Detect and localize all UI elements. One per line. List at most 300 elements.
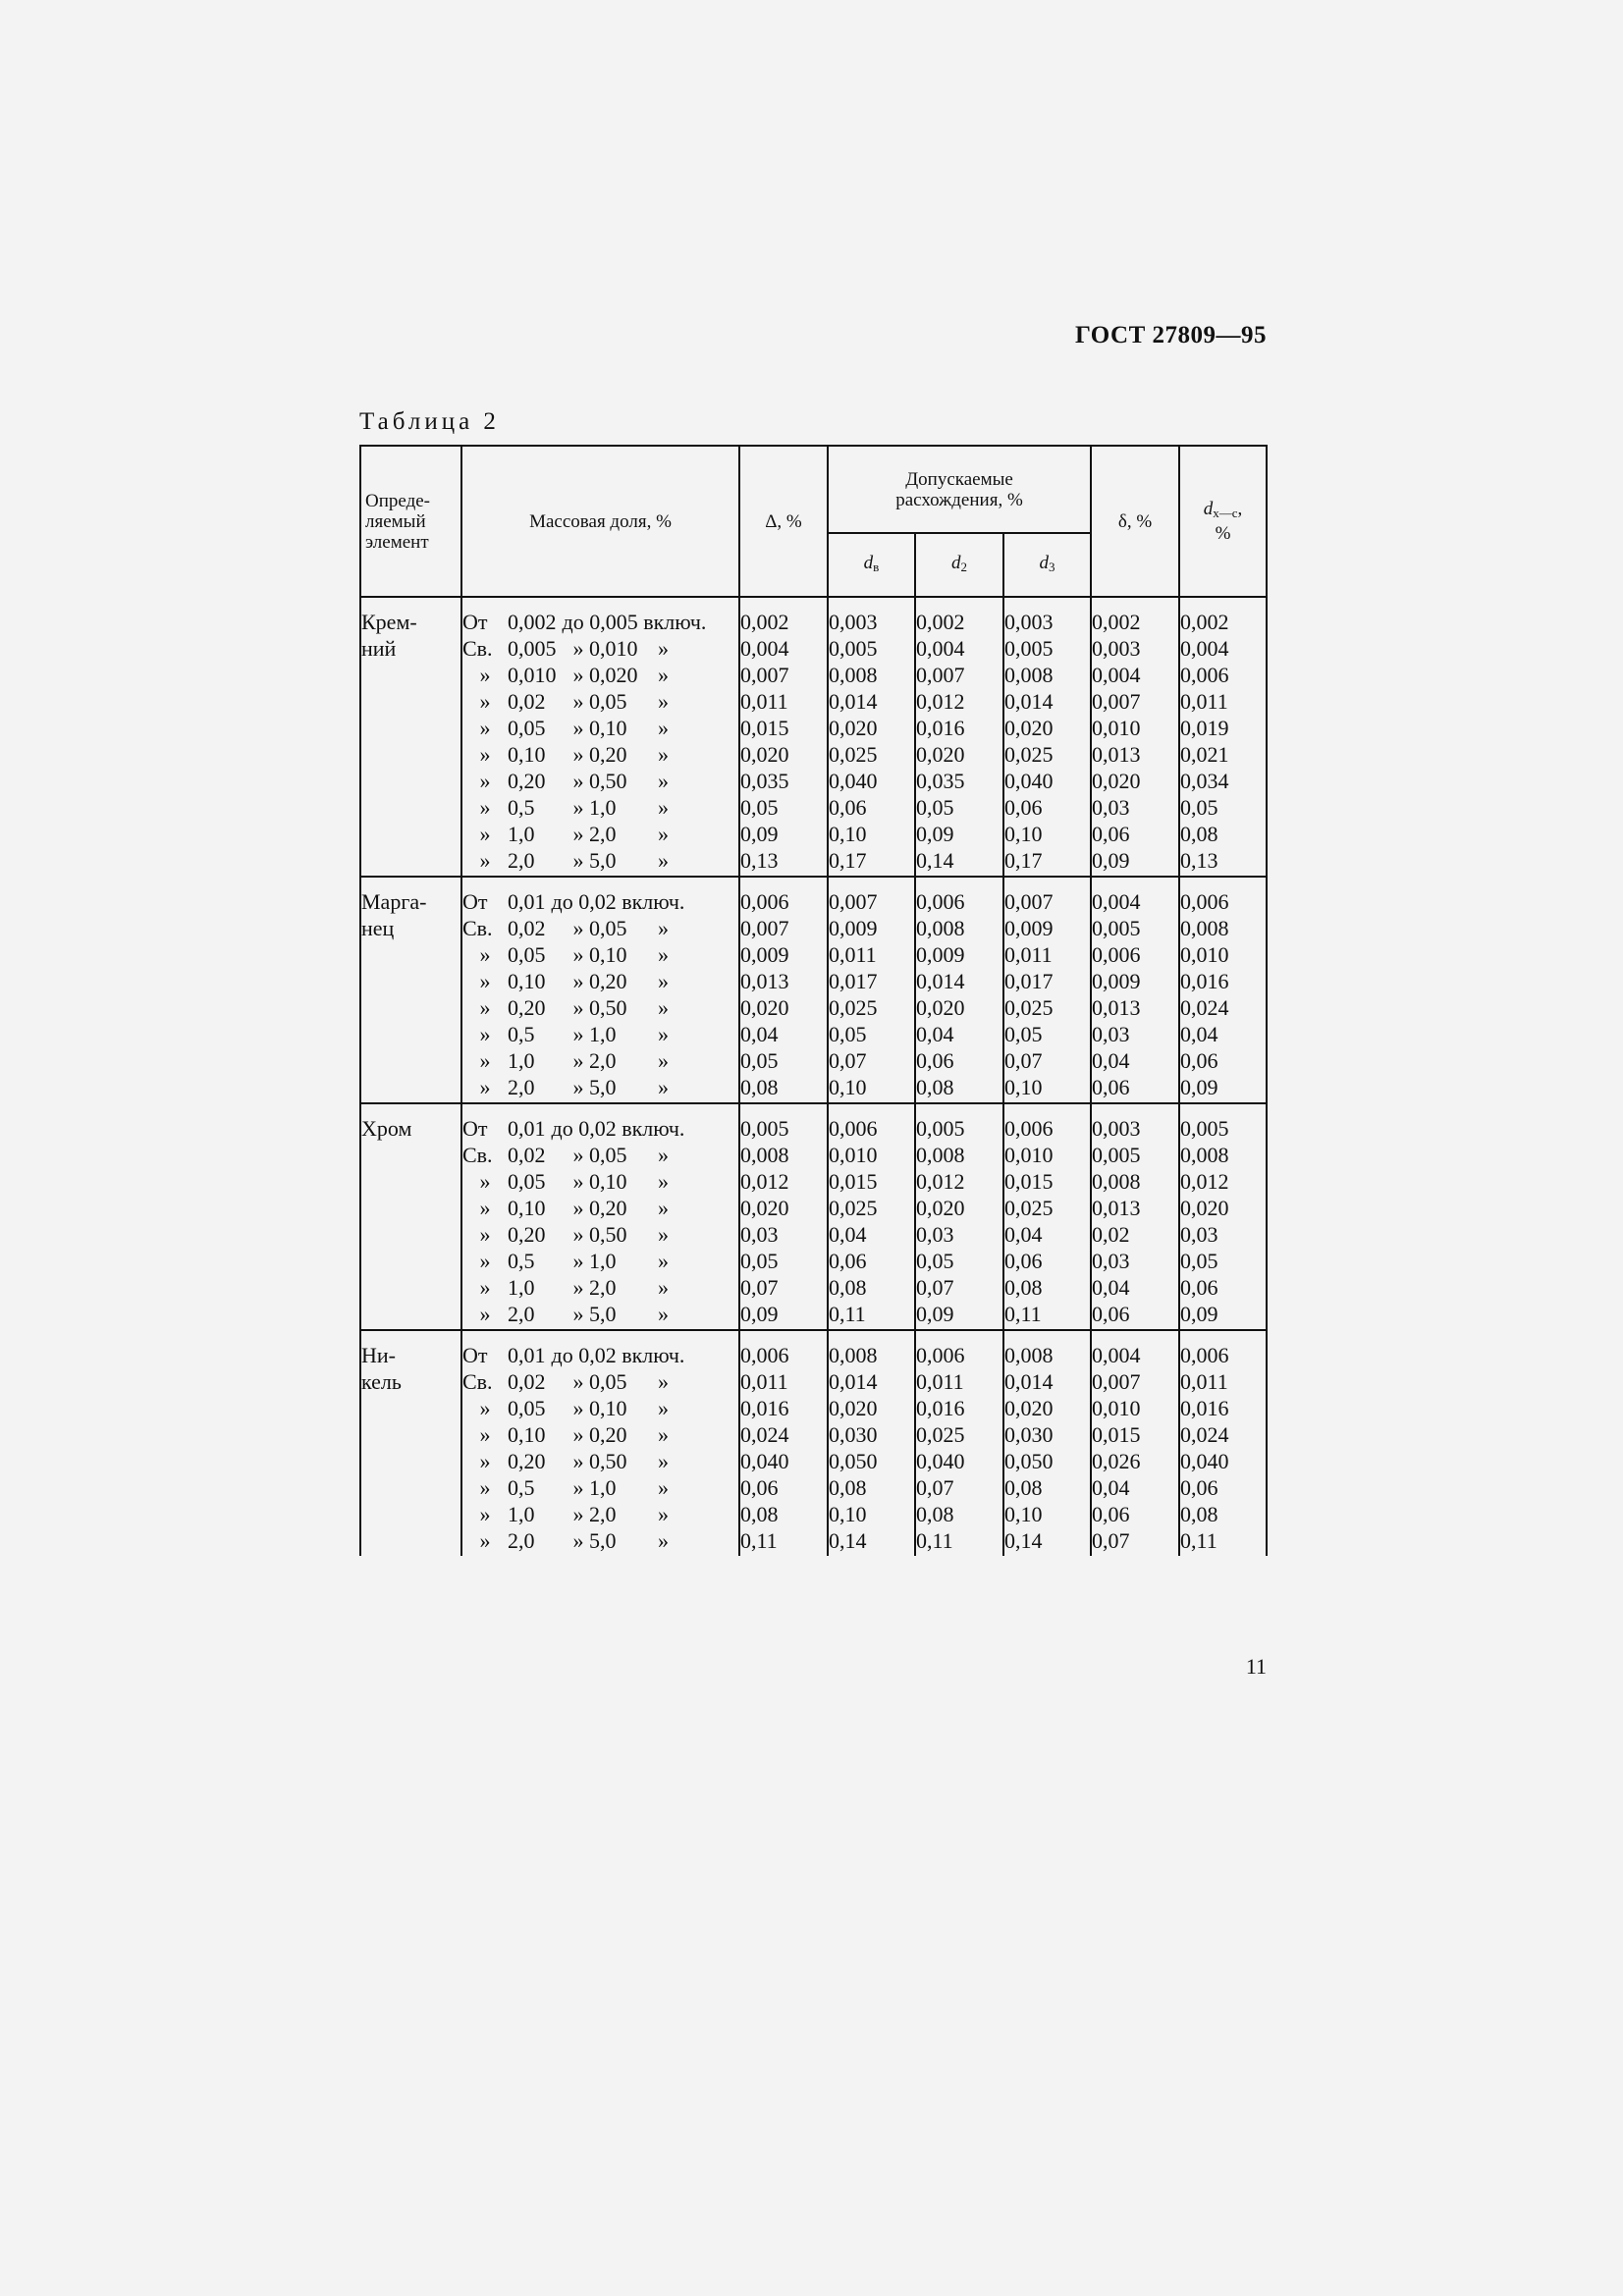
- value: 0,014: [829, 1369, 878, 1394]
- ditto-mark: »: [658, 1169, 669, 1194]
- ditto-mark: »: [658, 1222, 669, 1247]
- value: 0,025: [829, 1196, 878, 1220]
- small-delta-value-cell: [1091, 1330, 1179, 1556]
- value: 0,007: [1092, 1369, 1141, 1394]
- element-name-line: ний: [361, 636, 397, 661]
- value: 0,015: [1004, 1169, 1054, 1194]
- value: 0,06: [1004, 1249, 1043, 1273]
- range-from: 0,20: [508, 995, 546, 1020]
- value: 0,025: [1004, 995, 1054, 1020]
- value: 0,05: [1004, 1022, 1043, 1046]
- subscript: 2: [960, 560, 967, 574]
- value: 0,016: [740, 1396, 789, 1420]
- value: 0,006: [829, 1116, 878, 1141]
- value: 0,009: [740, 942, 789, 967]
- value: 0,17: [1004, 848, 1043, 873]
- value: 0,09: [740, 822, 779, 846]
- range-prefix: »: [479, 1528, 491, 1553]
- value: 0,006: [1092, 942, 1141, 967]
- value: 0,015: [1092, 1422, 1141, 1447]
- value: 0,06: [1092, 1502, 1130, 1526]
- range-line: [462, 1274, 738, 1301]
- header-d-3: [1003, 533, 1091, 597]
- value: 0,020: [829, 1396, 878, 1420]
- range-to: 0,20: [589, 969, 627, 993]
- range-prefix: »: [479, 1475, 491, 1500]
- ditto-mark: »: [658, 1422, 669, 1447]
- range-prefix: »: [479, 822, 491, 846]
- range-prefix: От: [462, 889, 488, 914]
- subscript: х—с: [1213, 506, 1238, 520]
- range-line: [462, 994, 738, 1021]
- value: 0,09: [1180, 1302, 1218, 1326]
- value: 0,003: [829, 610, 878, 634]
- range-line: [462, 662, 738, 688]
- ditto-mark: »: [572, 795, 584, 820]
- ditto-mark: »: [658, 1022, 669, 1046]
- value: 0,005: [916, 1116, 965, 1141]
- ditto-mark: »: [658, 1048, 669, 1073]
- ditto-mark: »: [658, 1396, 669, 1420]
- range-line: [462, 915, 738, 941]
- symbol-d: d: [1039, 553, 1049, 573]
- range-to: 5,0: [589, 848, 617, 873]
- value: 0,006: [740, 889, 789, 914]
- range-line: [462, 1195, 738, 1221]
- range-line: [462, 888, 738, 915]
- value: 0,004: [916, 636, 965, 661]
- value: 0,10: [829, 1502, 867, 1526]
- ditto-mark: »: [658, 848, 669, 873]
- range-prefix: »: [479, 1449, 491, 1473]
- ditto-mark: »: [572, 1196, 584, 1220]
- range-line: [462, 1168, 738, 1195]
- range-to: 0,50: [589, 769, 627, 793]
- range-prefix: »: [479, 1196, 491, 1220]
- value: 0,035: [916, 769, 965, 793]
- range-prefix: »: [479, 1275, 491, 1300]
- d-3-value-cell: [1003, 877, 1091, 1103]
- value: 0,07: [1004, 1048, 1043, 1073]
- range-from: 0,10: [508, 742, 546, 767]
- value: 0,011: [1180, 1369, 1228, 1394]
- value: 0,03: [1092, 1022, 1130, 1046]
- value: 0,14: [916, 848, 954, 873]
- value: 0,010: [1004, 1143, 1054, 1167]
- ditto-mark: »: [658, 1369, 669, 1394]
- range-to: 2,0: [589, 1275, 617, 1300]
- value: 0,008: [829, 1343, 878, 1367]
- value: 0,04: [740, 1022, 779, 1046]
- value: 0,014: [916, 969, 965, 993]
- range-prefix: »: [479, 795, 491, 820]
- ditto-mark: »: [572, 995, 584, 1020]
- value: 0,11: [829, 1302, 866, 1326]
- value: 0,04: [916, 1022, 954, 1046]
- range-from: 0,02: [508, 1369, 546, 1394]
- value: 0,010: [829, 1143, 878, 1167]
- table-row: [360, 877, 1267, 1103]
- value: 0,014: [1004, 689, 1054, 714]
- ditto-mark: »: [572, 1449, 584, 1473]
- element-name-cell: [360, 1330, 461, 1556]
- header-allowed-line: расхождения, %: [895, 489, 1023, 510]
- value: 0,06: [916, 1048, 954, 1073]
- value: 0,08: [740, 1075, 779, 1099]
- value: 0,003: [1092, 636, 1141, 661]
- data-table: [359, 445, 1268, 1556]
- value: 0,024: [1180, 995, 1229, 1020]
- header-delta: Δ, %: [739, 446, 828, 597]
- value: 0,007: [916, 663, 965, 687]
- value: 0,017: [1004, 969, 1054, 993]
- d-3-value-cell: [1003, 1330, 1091, 1556]
- ditto-mark: »: [572, 1022, 584, 1046]
- range-to: до 0,005 включ.: [562, 610, 707, 634]
- value: 0,03: [1092, 1249, 1130, 1273]
- ditto-mark: »: [658, 795, 669, 820]
- header-allowed-group: [828, 446, 1091, 533]
- value: 0,08: [740, 1502, 779, 1526]
- d-3-value-cell: [1003, 1103, 1091, 1330]
- d-2-value-cell: [915, 1330, 1003, 1556]
- value: 0,020: [740, 995, 789, 1020]
- range-prefix: »: [479, 1422, 491, 1447]
- ditto-mark: »: [572, 1369, 584, 1394]
- range-from: 2,0: [508, 848, 535, 873]
- value: 0,006: [916, 1343, 965, 1367]
- range-prefix: »: [479, 1022, 491, 1046]
- value: 0,05: [740, 795, 779, 820]
- value: 0,008: [1004, 1343, 1054, 1367]
- range-to: 5,0: [589, 1528, 617, 1553]
- element-name-line: Хром: [361, 1116, 412, 1141]
- delta-value-cell: [739, 1330, 828, 1556]
- document-id: ГОСТ 27809—95: [1074, 322, 1267, 348]
- range-to: 0,05: [589, 689, 627, 714]
- ditto-mark: »: [572, 1169, 584, 1194]
- header-mass-fraction: Массовая доля, %: [461, 446, 739, 597]
- range-to: 0,10: [589, 942, 627, 967]
- value: 0,005: [740, 1116, 789, 1141]
- range-line: [462, 941, 738, 968]
- ditto-mark: »: [658, 822, 669, 846]
- value: 0,09: [916, 1302, 954, 1326]
- range-to: до 0,02 включ.: [551, 1116, 685, 1141]
- mass-fraction-cell: [461, 1103, 739, 1330]
- element-group: [360, 877, 1267, 1103]
- range-prefix: »: [479, 1396, 491, 1420]
- range-prefix: »: [479, 742, 491, 767]
- ditto-mark: »: [658, 1528, 669, 1553]
- range-line: [462, 1301, 738, 1327]
- range-to: 0,10: [589, 716, 627, 740]
- value: 0,025: [829, 742, 878, 767]
- ditto-mark: »: [572, 742, 584, 767]
- range-line: [462, 688, 738, 715]
- range-from: 0,20: [508, 1222, 546, 1247]
- ditto-mark: »: [572, 1275, 584, 1300]
- d-2-value-cell: [915, 1103, 1003, 1330]
- value: 0,040: [829, 769, 878, 793]
- range-line: [462, 1021, 738, 1047]
- value: 0,004: [1092, 1343, 1141, 1367]
- ditto-mark: »: [658, 995, 669, 1020]
- range-to: до 0,02 включ.: [551, 1343, 685, 1367]
- range-prefix: »: [479, 716, 491, 740]
- value: 0,07: [829, 1048, 867, 1073]
- range-prefix: »: [479, 969, 491, 993]
- value: 0,010: [1092, 716, 1141, 740]
- value: 0,016: [1180, 969, 1229, 993]
- value: 0,006: [1180, 1343, 1229, 1367]
- d-2-value-cell: [915, 877, 1003, 1103]
- range-prefix: От: [462, 610, 488, 634]
- ditto-mark: »: [572, 969, 584, 993]
- value: 0,011: [916, 1369, 964, 1394]
- value: 0,06: [1180, 1048, 1218, 1073]
- value: 0,08: [1180, 822, 1218, 846]
- value: 0,020: [916, 995, 965, 1020]
- range-from: 0,02: [508, 1143, 546, 1167]
- small-delta-value-cell: [1091, 1103, 1179, 1330]
- range-from: 0,10: [508, 969, 546, 993]
- delta-value-cell: [739, 597, 828, 877]
- range-line: [462, 1474, 738, 1501]
- value: 0,040: [740, 1449, 789, 1473]
- value: 0,07: [916, 1475, 954, 1500]
- value: 0,004: [1180, 636, 1229, 661]
- value: 0,005: [1092, 916, 1141, 940]
- value: 0,013: [740, 969, 789, 993]
- value: 0,09: [740, 1302, 779, 1326]
- d-v-value-cell: [828, 1330, 915, 1556]
- header-element-line: элемент: [365, 531, 429, 553]
- value: 0,005: [1092, 1143, 1141, 1167]
- value: 0,04: [1092, 1475, 1130, 1500]
- d-xc-value-cell: [1179, 597, 1267, 877]
- d-2-value-cell: [915, 597, 1003, 877]
- value: 0,015: [829, 1169, 878, 1194]
- range-from: 0,5: [508, 795, 535, 820]
- symbol-d: d: [863, 553, 874, 573]
- range-prefix: Св.: [462, 916, 493, 940]
- value: 0,06: [1004, 795, 1043, 820]
- value: 0,009: [1092, 969, 1141, 993]
- value: 0,004: [740, 636, 789, 661]
- element-name-line: кель: [361, 1369, 402, 1394]
- value: 0,10: [829, 1075, 867, 1099]
- value: 0,030: [1004, 1422, 1054, 1447]
- range-line: [462, 1448, 738, 1474]
- value: 0,06: [1092, 1075, 1130, 1099]
- range-to: 0,010: [589, 636, 638, 661]
- value: 0,04: [829, 1222, 867, 1247]
- element-name-line: Марга-: [361, 889, 427, 914]
- value: 0,05: [916, 1249, 954, 1273]
- range-line: [462, 741, 738, 768]
- value: 0,005: [829, 636, 878, 661]
- range-line: [462, 1115, 738, 1142]
- range-from: 0,05: [508, 942, 546, 967]
- value: 0,008: [740, 1143, 789, 1167]
- value: 0,06: [740, 1475, 779, 1500]
- value: 0,003: [1092, 1116, 1141, 1141]
- value: 0,07: [740, 1275, 779, 1300]
- range-to: 1,0: [589, 1022, 617, 1046]
- ditto-mark: »: [572, 916, 584, 940]
- value: 0,13: [1180, 848, 1218, 873]
- value: 0,007: [740, 916, 789, 940]
- value: 0,025: [916, 1422, 965, 1447]
- value: 0,006: [916, 889, 965, 914]
- range-line: [462, 768, 738, 794]
- ditto-mark: »: [658, 742, 669, 767]
- range-to: 0,10: [589, 1396, 627, 1420]
- value: 0,10: [1004, 822, 1043, 846]
- ditto-mark: »: [572, 822, 584, 846]
- value: 0,06: [1180, 1475, 1218, 1500]
- range-prefix: »: [479, 663, 491, 687]
- range-from: 1,0: [508, 822, 535, 846]
- range-to: 0,05: [589, 1369, 627, 1394]
- value: 0,002: [1180, 610, 1229, 634]
- ditto-mark: »: [572, 1249, 584, 1273]
- value: 0,005: [1004, 636, 1054, 661]
- element-name-cell: [360, 597, 461, 877]
- range-from: 1,0: [508, 1275, 535, 1300]
- d-3-value-cell: [1003, 597, 1091, 877]
- value: 0,08: [1004, 1275, 1043, 1300]
- element-group: [360, 1103, 1267, 1330]
- value: 0,008: [1180, 916, 1229, 940]
- value: 0,10: [1004, 1502, 1043, 1526]
- range-from: 0,010: [508, 663, 557, 687]
- range-from: 0,01: [508, 1343, 546, 1367]
- value: 0,024: [740, 1422, 789, 1447]
- table-row: [360, 1103, 1267, 1330]
- value: 0,011: [829, 942, 877, 967]
- ditto-mark: »: [572, 716, 584, 740]
- value: 0,006: [1180, 889, 1229, 914]
- value: 0,05: [740, 1048, 779, 1073]
- header-element-line: ляемый: [365, 510, 426, 532]
- value: 0,008: [829, 663, 878, 687]
- value: 0,002: [916, 610, 965, 634]
- value: 0,005: [1180, 1116, 1229, 1141]
- value: 0,14: [829, 1528, 867, 1553]
- value: 0,011: [740, 689, 788, 714]
- element-name-cell: [360, 877, 461, 1103]
- element-group: [360, 1330, 1267, 1556]
- range-from: 2,0: [508, 1302, 535, 1326]
- ditto-mark: »: [658, 716, 669, 740]
- mass-fraction-cell: [461, 1330, 739, 1556]
- value: 0,020: [740, 1196, 789, 1220]
- range-prefix: »: [479, 1222, 491, 1247]
- ditto-mark: »: [658, 1075, 669, 1099]
- value: 0,020: [740, 742, 789, 767]
- range-from: 0,05: [508, 716, 546, 740]
- header-allowed-line: Допускаемые: [905, 468, 1013, 490]
- d-xc-value-cell: [1179, 877, 1267, 1103]
- value: 0,03: [1092, 795, 1130, 820]
- range-prefix: »: [479, 1502, 491, 1526]
- range-line: [462, 1142, 738, 1168]
- range-to: 0,50: [589, 1449, 627, 1473]
- value: 0,11: [740, 1528, 778, 1553]
- header-d-xc: [1179, 446, 1267, 597]
- range-to: 0,20: [589, 1196, 627, 1220]
- ditto-mark: »: [572, 769, 584, 793]
- range-line: [462, 1342, 738, 1368]
- mass-fraction-cell: [461, 597, 739, 877]
- ditto-mark: »: [658, 663, 669, 687]
- comma: ,: [1237, 499, 1243, 519]
- ditto-mark: »: [658, 1475, 669, 1500]
- d-v-value-cell: [828, 1103, 915, 1330]
- value: 0,020: [1004, 716, 1054, 740]
- range-to: 2,0: [589, 1048, 617, 1073]
- value: 0,003: [1004, 610, 1054, 634]
- ditto-mark: »: [658, 1302, 669, 1326]
- range-to: 0,05: [589, 916, 627, 940]
- range-to: 0,020: [589, 663, 638, 687]
- header-element-line: Опреде-: [365, 490, 430, 511]
- value: 0,11: [916, 1528, 953, 1553]
- range-prefix: Св.: [462, 1369, 493, 1394]
- value: 0,008: [916, 1143, 965, 1167]
- range-prefix: »: [479, 769, 491, 793]
- value: 0,06: [1180, 1275, 1218, 1300]
- mass-fraction-cell: [461, 877, 739, 1103]
- value: 0,07: [916, 1275, 954, 1300]
- range-line: [462, 635, 738, 662]
- range-from: 0,20: [508, 769, 546, 793]
- value: 0,06: [1092, 822, 1130, 846]
- value: 0,026: [1092, 1449, 1141, 1473]
- ditto-mark: »: [658, 636, 669, 661]
- value: 0,011: [1180, 689, 1228, 714]
- value: 0,014: [1004, 1369, 1054, 1394]
- value: 0,09: [1180, 1075, 1218, 1099]
- value: 0,06: [829, 1249, 867, 1273]
- value: 0,09: [1092, 848, 1130, 873]
- range-line: [462, 1368, 738, 1395]
- value: 0,05: [829, 1022, 867, 1046]
- range-line: [462, 1221, 738, 1248]
- value: 0,015: [740, 716, 789, 740]
- value: 0,10: [1004, 1075, 1043, 1099]
- d-v-value-cell: [828, 597, 915, 877]
- symbol-d: d: [951, 553, 961, 573]
- value: 0,06: [829, 795, 867, 820]
- range-to: 2,0: [589, 1502, 617, 1526]
- range-line: [462, 1047, 738, 1074]
- value: 0,05: [740, 1249, 779, 1273]
- range-from: 0,01: [508, 1116, 546, 1141]
- element-name-line: Ни-: [361, 1343, 396, 1367]
- range-from: 0,5: [508, 1249, 535, 1273]
- value: 0,008: [916, 916, 965, 940]
- range-line: [462, 1501, 738, 1527]
- value: 0,11: [1004, 1302, 1042, 1326]
- ditto-mark: »: [658, 969, 669, 993]
- value: 0,006: [740, 1343, 789, 1367]
- value: 0,17: [829, 848, 867, 873]
- ditto-mark: »: [572, 848, 584, 873]
- value: 0,013: [1092, 742, 1141, 767]
